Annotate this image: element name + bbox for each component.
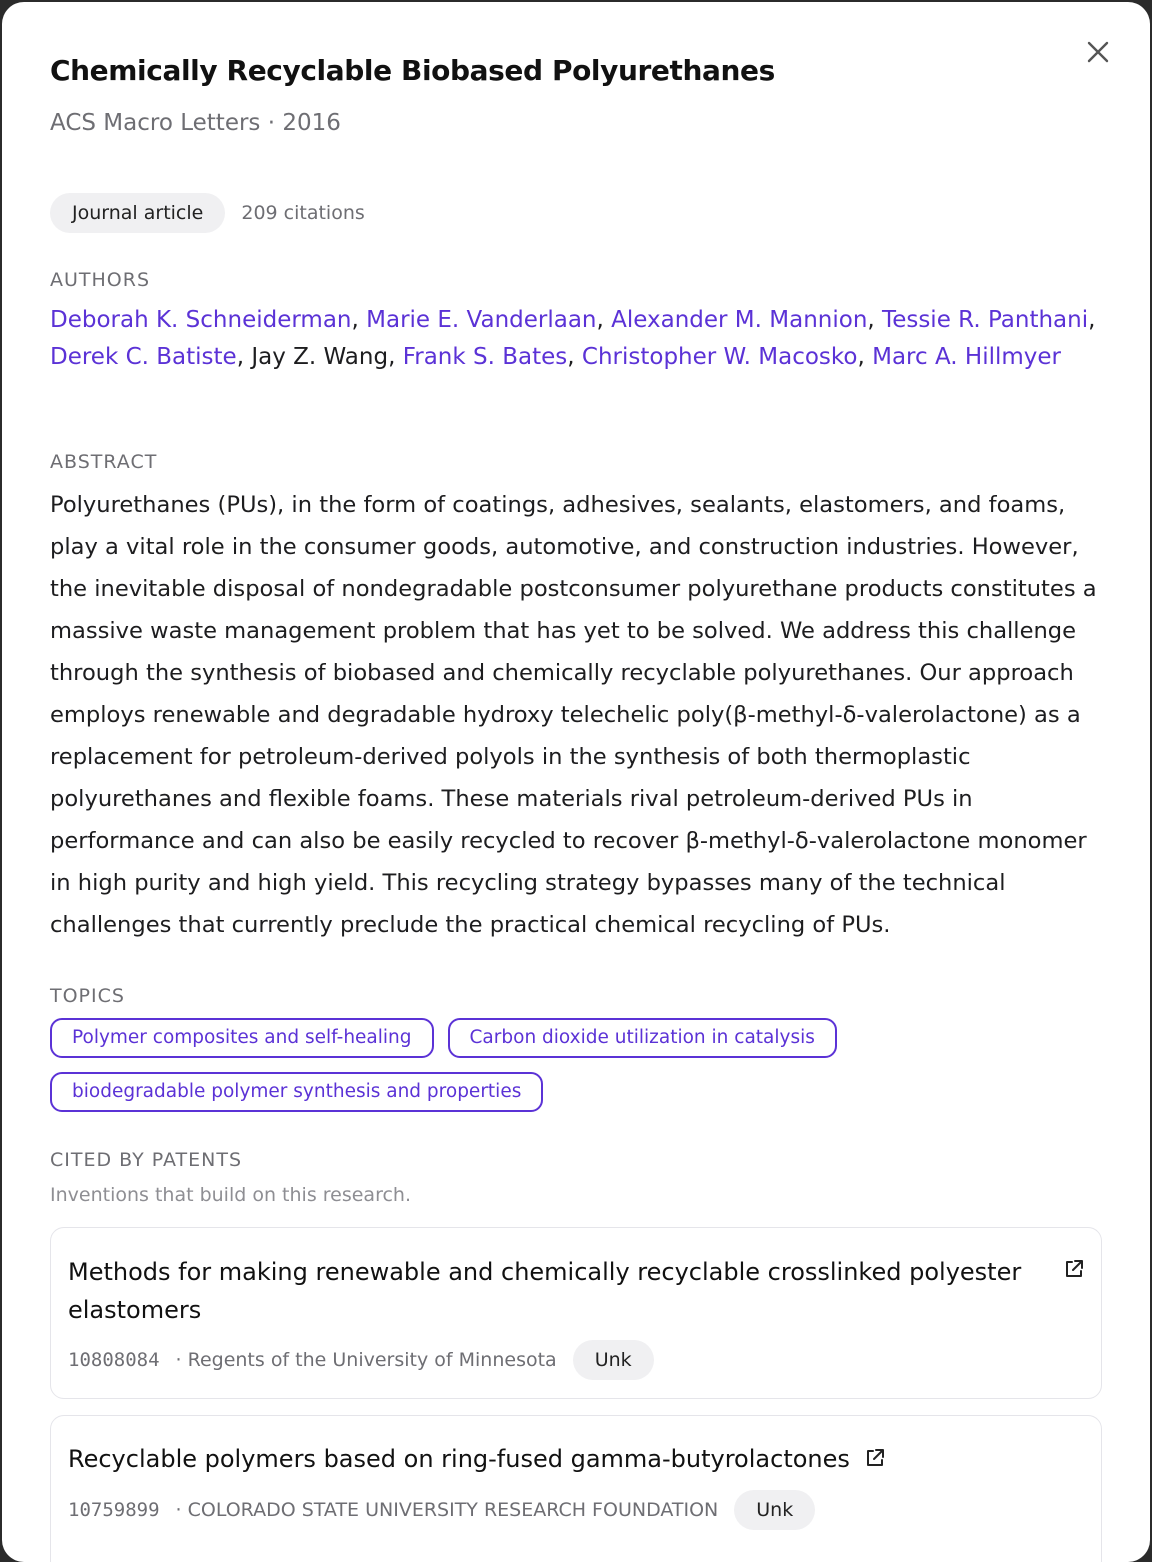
author-name[interactable]: Deborah K. Schneiderman — [50, 307, 352, 333]
close-icon — [1087, 41, 1109, 63]
author-separator: , — [567, 344, 582, 370]
author-name[interactable]: Christopher W. Macosko — [581, 344, 858, 370]
topic-chip[interactable]: Polymer composites and self-healing — [50, 1018, 434, 1058]
paper-detail-modal — [2, 2, 1150, 1562]
authors-heading: AUTHORS — [50, 269, 151, 291]
patent-card[interactable] — [50, 1415, 1102, 1562]
author-separator: , — [867, 307, 883, 333]
author-name[interactable]: Marc A. Hillmyer — [872, 344, 1061, 370]
authors-list — [50, 302, 1110, 376]
close-button[interactable] — [1082, 36, 1114, 68]
author-name[interactable]: Marie E. Vanderlaan — [366, 307, 597, 333]
author-separator: , — [236, 344, 252, 370]
author-separator: , — [351, 307, 367, 333]
patent-assignee: · COLORADO STATE UNIVERSITY RESEARCH FOUNDATION — [175, 1499, 719, 1521]
meta-row — [50, 193, 365, 233]
patent-number: 10759899 — [68, 1499, 160, 1521]
author-name: Jay Z. Wang — [251, 344, 389, 370]
abstract-heading: ABSTRACT — [50, 451, 158, 473]
patent-status-badge: Unk — [573, 1340, 654, 1380]
topics-list — [50, 1018, 1110, 1112]
author-separator: , — [1088, 307, 1096, 333]
venue-year: ACS Macro Letters · 2016 — [50, 110, 341, 136]
author-name[interactable]: Tessie R. Panthani — [882, 307, 1089, 333]
author-name[interactable]: Derek C. Batiste — [50, 344, 237, 370]
cited-by-patents-heading: CITED BY PATENTS — [50, 1149, 243, 1171]
patent-number: 10808084 — [68, 1349, 160, 1371]
patent-meta — [68, 1340, 654, 1380]
external-link-icon[interactable] — [864, 1447, 886, 1469]
patent-title[interactable]: Recyclable polymers based on ring-fused gamma-butyrolactones — [68, 1445, 850, 1473]
patent-title-row — [68, 1440, 886, 1478]
author-separator: , — [388, 344, 403, 370]
patent-title[interactable]: Methods for making renewable and chemically recyclable crosslinked polyester elastomers — [68, 1258, 1022, 1324]
patent-meta — [68, 1490, 815, 1530]
topic-chip[interactable]: Carbon dioxide utilization in catalysis — [448, 1018, 837, 1058]
external-link-icon[interactable] — [1063, 1258, 1085, 1280]
author-name[interactable]: Alexander M. Mannion — [611, 307, 868, 333]
cited-by-patents-description: Inventions that build on this research. — [50, 1184, 411, 1206]
author-separator: , — [596, 307, 612, 333]
author-separator: , — [857, 344, 873, 370]
article-type-badge: Journal article — [50, 193, 225, 233]
patent-card[interactable] — [50, 1227, 1102, 1399]
author-name[interactable]: Frank S. Bates — [402, 344, 568, 370]
citation-count: 209 citations — [241, 202, 365, 224]
topics-heading: TOPICS — [50, 985, 125, 1007]
paper-title: Chemically Recyclable Biobased Polyurethanes — [50, 54, 775, 87]
patent-status-badge: Unk — [734, 1490, 815, 1530]
topic-chip[interactable]: biodegradable polymer synthesis and properties — [50, 1072, 543, 1112]
patent-assignee: · Regents of the University of Minnesota — [175, 1349, 557, 1371]
abstract-text: Polyurethanes (PUs), in the form of coatings, adhesives, sealants, elastomers, and foams, play a vital role in the consumer goods, automotive, and construction industries. However, the inevitable disposal of nondegradable postconsumer polyurethane products constitutes a massive waste management problem that has yet to be solved. We address this challenge through the synthesis of biobased and chemically recyclable polyurethanes. Our approach employs renewable and degradable hydroxy telechelic poly(β-methyl-δ-valerolactone) as a replacement for petroleum-derived polyols in the synthesis of both thermoplastic polyurethanes and flexible foams. These materials rival petroleum-derived PUs in performance and can also be easily recycled to recover β-methyl-δ-valerolactone monomer in high purity and high yield. This recycling strategy bypasses many of the technical challenges that currently preclude the practical chemical recycling of PUs. — [50, 492, 1097, 938]
